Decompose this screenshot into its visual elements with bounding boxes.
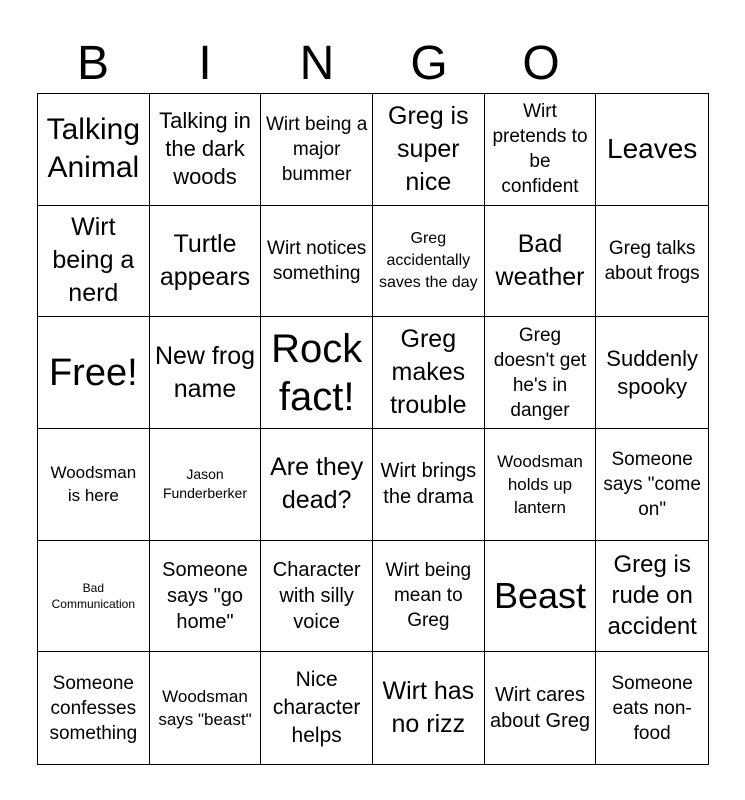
bingo-cell-label: Nice character helps xyxy=(272,668,361,748)
bingo-cell[interactable] xyxy=(38,429,150,541)
bingo-cell[interactable] xyxy=(596,94,708,206)
bingo-cell-label: Turtle appears xyxy=(159,229,251,291)
bingo-cell-label: Wirt notices something xyxy=(267,237,367,284)
bingo-cell-label: Wirt being mean to Greg xyxy=(385,560,472,632)
bingo-cell[interactable] xyxy=(150,206,262,318)
bingo-cell-label: Woodsman holds up lantern xyxy=(497,451,583,517)
bingo-cell[interactable] xyxy=(261,429,373,541)
bingo-cell[interactable] xyxy=(373,652,485,764)
bingo-cell[interactable] xyxy=(150,317,262,429)
bingo-cell-label: Talking Animal xyxy=(46,113,141,185)
bingo-cell[interactable] xyxy=(38,652,150,764)
bingo-cell-label: Woodsman is here xyxy=(50,463,137,506)
bingo-cell-label: Bad Communication xyxy=(51,580,136,611)
bingo-cell[interactable] xyxy=(261,94,373,206)
bingo-cell-label: Wirt being a major bummer xyxy=(265,113,368,185)
bingo-cell[interactable] xyxy=(485,652,597,764)
header-letter-g: G xyxy=(410,37,448,90)
header-letter-b: B xyxy=(76,37,109,90)
bingo-cell-label: Greg accidentally saves the day xyxy=(378,229,478,291)
bingo-cell[interactable] xyxy=(261,652,373,764)
bingo-cell[interactable] xyxy=(485,94,597,206)
header-letter-o: O xyxy=(522,37,560,90)
bingo-cell-label: Wirt cares about Greg xyxy=(489,684,591,733)
bingo-cell[interactable] xyxy=(373,541,485,653)
bingo-cell[interactable] xyxy=(150,652,262,764)
bingo-cell[interactable] xyxy=(38,94,150,206)
bingo-cell[interactable] xyxy=(38,317,150,429)
bingo-cell-label: Someone eats non-food xyxy=(611,672,693,744)
bingo-cell[interactable] xyxy=(596,206,708,318)
bingo-cell[interactable] xyxy=(261,541,373,653)
bingo-cell-label: Suddenly spooky xyxy=(606,345,699,399)
bingo-cell[interactable] xyxy=(373,206,485,318)
bingo-cell-label: Bad weather xyxy=(495,229,585,291)
bingo-cell-label: Greg is super nice xyxy=(388,101,469,196)
bingo-cell[interactable] xyxy=(596,541,708,653)
bingo-cell-label: Rock fact! xyxy=(271,326,363,419)
bingo-cell[interactable] xyxy=(485,541,597,653)
bingo-cell-label: Someone says "go home" xyxy=(162,558,248,633)
bingo-cell[interactable] xyxy=(261,317,373,429)
bingo-cell-label: Wirt brings the drama xyxy=(380,460,477,509)
bingo-cell-label: Character with silly voice xyxy=(272,558,361,633)
bingo-board xyxy=(37,93,709,765)
bingo-cell[interactable] xyxy=(373,429,485,541)
bingo-cell-label: Beast xyxy=(493,574,587,616)
bingo-cell[interactable] xyxy=(38,541,150,653)
bingo-cell-label: Greg talks about frogs xyxy=(604,237,700,284)
bingo-cell-label: Greg makes trouble xyxy=(390,325,467,420)
bingo-cell-label: Jason Funderberker xyxy=(162,466,248,502)
bingo-header xyxy=(37,36,709,92)
bingo-cell-label: Wirt being a nerd xyxy=(52,213,135,308)
bingo-cell-label: Someone confesses something xyxy=(49,672,138,744)
bingo-cell[interactable] xyxy=(373,317,485,429)
bingo-cell[interactable] xyxy=(596,429,708,541)
bingo-cell-label: Wirt has no rizz xyxy=(382,677,475,739)
bingo-cell[interactable] xyxy=(596,317,708,429)
bingo-cell[interactable] xyxy=(485,429,597,541)
bingo-cell[interactable] xyxy=(261,206,373,318)
bingo-cell-label: Free! xyxy=(48,351,138,394)
bingo-cell[interactable] xyxy=(485,206,597,318)
bingo-cell[interactable] xyxy=(596,652,708,764)
bingo-cell[interactable] xyxy=(38,206,150,318)
bingo-cell[interactable] xyxy=(150,541,262,653)
bingo-cell[interactable] xyxy=(150,429,262,541)
header-letter-i: I xyxy=(198,37,212,90)
bingo-cell-label: Leaves xyxy=(607,133,698,165)
bingo-cell-label: Are they dead? xyxy=(270,453,364,515)
bingo-cell[interactable] xyxy=(485,317,597,429)
header-letter-n: N xyxy=(299,37,335,90)
bingo-cell-label: New frog name xyxy=(154,341,256,403)
bingo-cell[interactable] xyxy=(373,94,485,206)
bingo-cell-label: Woodsman says "beast" xyxy=(158,687,252,730)
bingo-cell-label: Someone says "come on" xyxy=(603,448,701,520)
bingo-cell-label: Wirt pretends to be confident xyxy=(492,101,588,198)
bingo-cell-label: Greg doesn't get he's in danger xyxy=(493,324,587,421)
bingo-cell-label: Talking in the dark woods xyxy=(159,108,251,190)
bingo-cell[interactable] xyxy=(150,94,262,206)
bingo-cell-label: Greg is rude on accident xyxy=(607,551,697,641)
